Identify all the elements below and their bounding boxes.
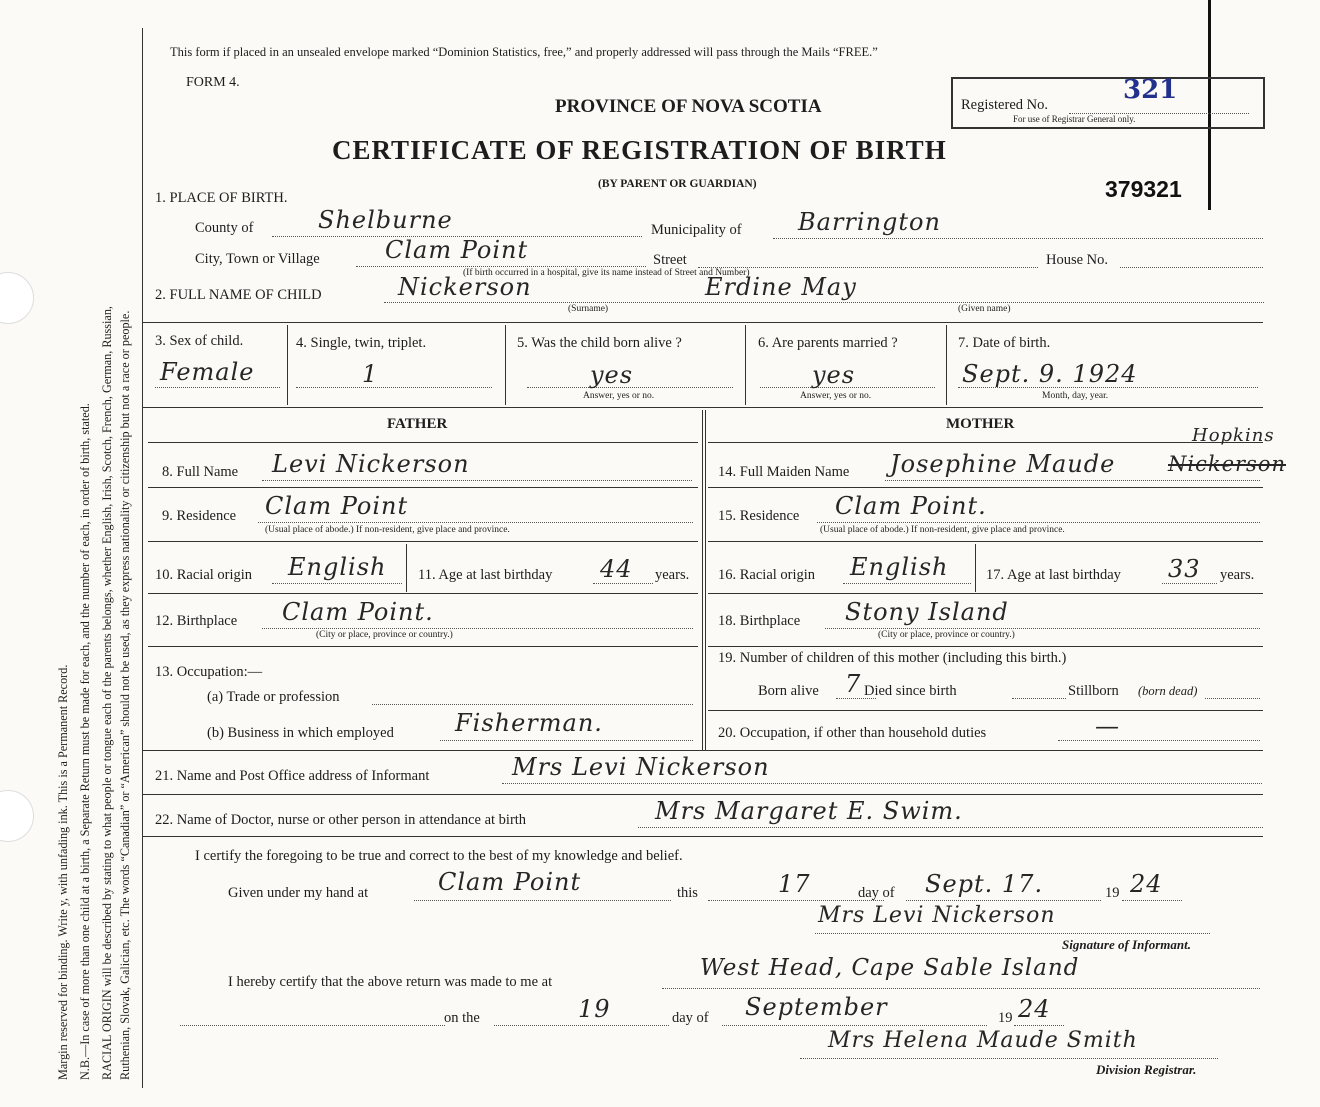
mother-name-label: 14. Full Maiden Name [718, 464, 850, 480]
mother-name-value: Josephine Maude [890, 450, 1116, 478]
registrar-day-of-label: day of [672, 1010, 709, 1026]
answer-caption-5: Answer, yes or no. [583, 391, 655, 401]
city-value: Clam Point [385, 236, 529, 264]
informant-signature-caption: Signature of Informant. [1062, 937, 1191, 952]
certification-month: Sept. 17. [925, 870, 1044, 898]
father-birthplace-caption: (City or place, province or country.) [316, 630, 453, 640]
father-residence-value: Clam Point [265, 492, 409, 520]
mother-name-correction: Hopkins [1192, 425, 1275, 446]
father-birthplace-label: 12. Birthplace [155, 613, 238, 629]
certification-year: 24 [1130, 870, 1163, 898]
house-number-label: House No. [1046, 252, 1109, 268]
mother-birthplace-value: Stony Island [845, 598, 1009, 626]
father-residence-caption: (Usual place of abode.) If non-resident, give place and province. [265, 525, 510, 535]
place-of-birth-label: 1. PLACE OF BIRTH. [155, 190, 288, 206]
date-of-birth-label: 7. Date of birth. [958, 335, 1051, 351]
registrar-year-prefix: 19 [998, 1010, 1013, 1026]
margin-note-nationality: Ruthenian, Slovak, Galician, etc. The words “Canadian” or “American” should not be used, as they express nationality or citizenship but not a race or people. [118, 310, 132, 1080]
certification-day-of-label: day of [858, 885, 895, 901]
father-age-value: 44 [600, 555, 633, 583]
margin-note-binding: Margin reserved for binding. Write y, with unfading ink. This is a Permanent Record. [56, 664, 70, 1080]
registered-number-box [951, 77, 1265, 129]
sex-value: Female [160, 358, 255, 386]
form-left-border [142, 28, 143, 1088]
registrar-on-the-label: on the [444, 1010, 480, 1026]
mother-birthplace-label: 18. Birthplace [718, 613, 801, 629]
attendant-label: 22. Name of Doctor, nurse or other person in attendance at birth [155, 812, 527, 828]
trade-label: (a) Trade or profession [207, 689, 340, 705]
certification-day: 17 [778, 870, 811, 898]
mother-residence-label: 15. Residence [718, 508, 800, 524]
mother-occupation-label: 20. Occupation, if other than household duties [718, 725, 987, 741]
parents-divider [702, 410, 706, 750]
form-number: FORM 4. [186, 75, 240, 90]
certification-year-prefix: 19 [1105, 885, 1120, 901]
dob-caption: Month, day, year. [1042, 391, 1109, 401]
child-surname: Nickerson [398, 273, 532, 301]
stillborn-label: Stillborn [1068, 683, 1119, 699]
child-given-name: Erdine May [705, 273, 857, 301]
registrar-use-note: For use of Registrar General only. [1013, 114, 1136, 124]
municipality-value: Barrington [798, 208, 941, 236]
father-age-label: 11. Age at last birthday [418, 567, 553, 583]
born-alive-count-label: Born alive [758, 683, 819, 699]
sex-label: 3. Sex of child. [155, 333, 244, 349]
margin-note-multiple-births: N.B.—In case of more than one child at a birth, a Separate Return must be made for each, and the number of each, in order of birth, stated. [78, 403, 92, 1080]
born-alive-label: 5. Was the child born alive ? [517, 335, 682, 351]
margin-note-racial-origin: RACIAL ORIGIN will be described by stating to what people or tongue each of the parents belongs, whether English, Irish, Scotch, French, German, Russian, [100, 306, 114, 1080]
father-name-value: Levi Nickerson [272, 450, 470, 478]
mail-notice: This form if placed in an unsealed envelope marked “Dominion Statistics, free,” and properly addressed will pass through the Mails “FREE.” [170, 45, 878, 59]
surname-caption: (Surname) [568, 304, 609, 314]
father-racial-value: English [288, 553, 387, 581]
registrar-place: West Head, Cape Sable Island [700, 955, 1080, 981]
certify-statement: I certify the foregoing to be true and correct to the best of my knowledge and belief. [195, 848, 683, 864]
plurality-value: 1 [362, 360, 379, 388]
mother-heading: MOTHER [946, 416, 1015, 432]
mother-racial-value: English [850, 553, 949, 581]
mother-residence-value: Clam Point. [835, 492, 987, 520]
city-label: City, Town or Village [195, 251, 320, 267]
stamped-number: 379321 [1105, 176, 1182, 202]
registrar-signature: Mrs Helena Maude Smith [828, 1028, 1138, 1053]
registrar-month: September [745, 993, 888, 1021]
stillborn-caption: (born dead) [1138, 684, 1198, 698]
died-since-birth-label: Died since birth [864, 683, 957, 699]
province-heading: PROVINCE OF NOVA SCOTIA [555, 96, 822, 117]
children-count-label: 19. Number of children of this mother (including this birth.) [718, 650, 1067, 666]
county-value: Shelburne [318, 206, 453, 234]
certificate-title: CERTIFICATE OF REGISTRATION OF BIRTH [332, 135, 947, 165]
division-registrar-caption: Division Registrar. [1096, 1062, 1197, 1077]
punch-hole-bottom [0, 790, 34, 842]
answer-caption-6: Answer, yes or no. [800, 391, 872, 401]
child-name-label: 2. FULL NAME OF CHILD [155, 287, 322, 303]
father-birthplace-value: Clam Point. [282, 598, 434, 626]
plurality-label: 4. Single, twin, triplet. [296, 335, 427, 351]
informant-signature: Mrs Levi Nickerson [818, 903, 1056, 928]
registered-label: Registered No. [961, 97, 1048, 113]
informant-value: Mrs Levi Nickerson [512, 753, 770, 781]
business-value: Fisherman. [455, 709, 603, 737]
hospital-note: (If birth occurred in a hospital, give its name instead of Street and Number) [463, 268, 750, 278]
registered-number: 321 [1123, 75, 1178, 105]
mother-birthplace-caption: (City or place, province or country.) [878, 630, 1015, 640]
date-of-birth-value: Sept. 9. 1924 [962, 360, 1138, 388]
given-under-hand-label: Given under my hand at [228, 885, 369, 901]
father-occupation-label: 13. Occupation:— [155, 664, 263, 680]
father-name-label: 8. Full Name [162, 464, 239, 480]
parents-married-label: 6. Are parents married ? [758, 335, 898, 351]
mother-name-struck: Nickerson [1168, 452, 1286, 476]
mother-age-value: 33 [1168, 555, 1201, 583]
certificate-subtitle: (BY PARENT OR GUARDIAN) [598, 178, 757, 190]
punch-hole-top [0, 272, 34, 324]
certification-place: Clam Point [438, 868, 582, 896]
born-alive-count-value: 7 [845, 670, 862, 698]
registrar-day: 19 [578, 995, 611, 1023]
born-alive-value: yes [590, 361, 634, 389]
registrar-year: 24 [1018, 995, 1051, 1023]
father-residence-label: 9. Residence [162, 508, 237, 524]
registrar-certify-statement: I hereby certify that the above return was made to me at [228, 974, 553, 990]
given-name-caption: (Given name) [958, 304, 1011, 314]
mother-occupation-value: — [1095, 712, 1120, 740]
county-label: County of [195, 220, 254, 236]
father-racial-label: 10. Racial origin [155, 567, 253, 583]
municipality-label: Municipality of [651, 222, 742, 238]
father-years-label: years. [655, 567, 690, 583]
mother-racial-label: 16. Racial origin [718, 567, 816, 583]
street-label: Street [653, 252, 687, 268]
mother-years-label: years. [1220, 567, 1255, 583]
informant-label: 21. Name and Post Office address of Informant [155, 768, 430, 784]
father-heading: FATHER [387, 416, 448, 432]
mother-age-label: 17. Age at last birthday [986, 567, 1121, 583]
this-label: this [677, 885, 698, 901]
attendant-value: Mrs Margaret E. Swim. [655, 797, 963, 825]
parents-married-value: yes [812, 361, 856, 389]
mother-residence-caption: (Usual place of abode.) If non-resident, give place and province. [820, 525, 1065, 535]
business-label: (b) Business in which employed [207, 725, 394, 741]
